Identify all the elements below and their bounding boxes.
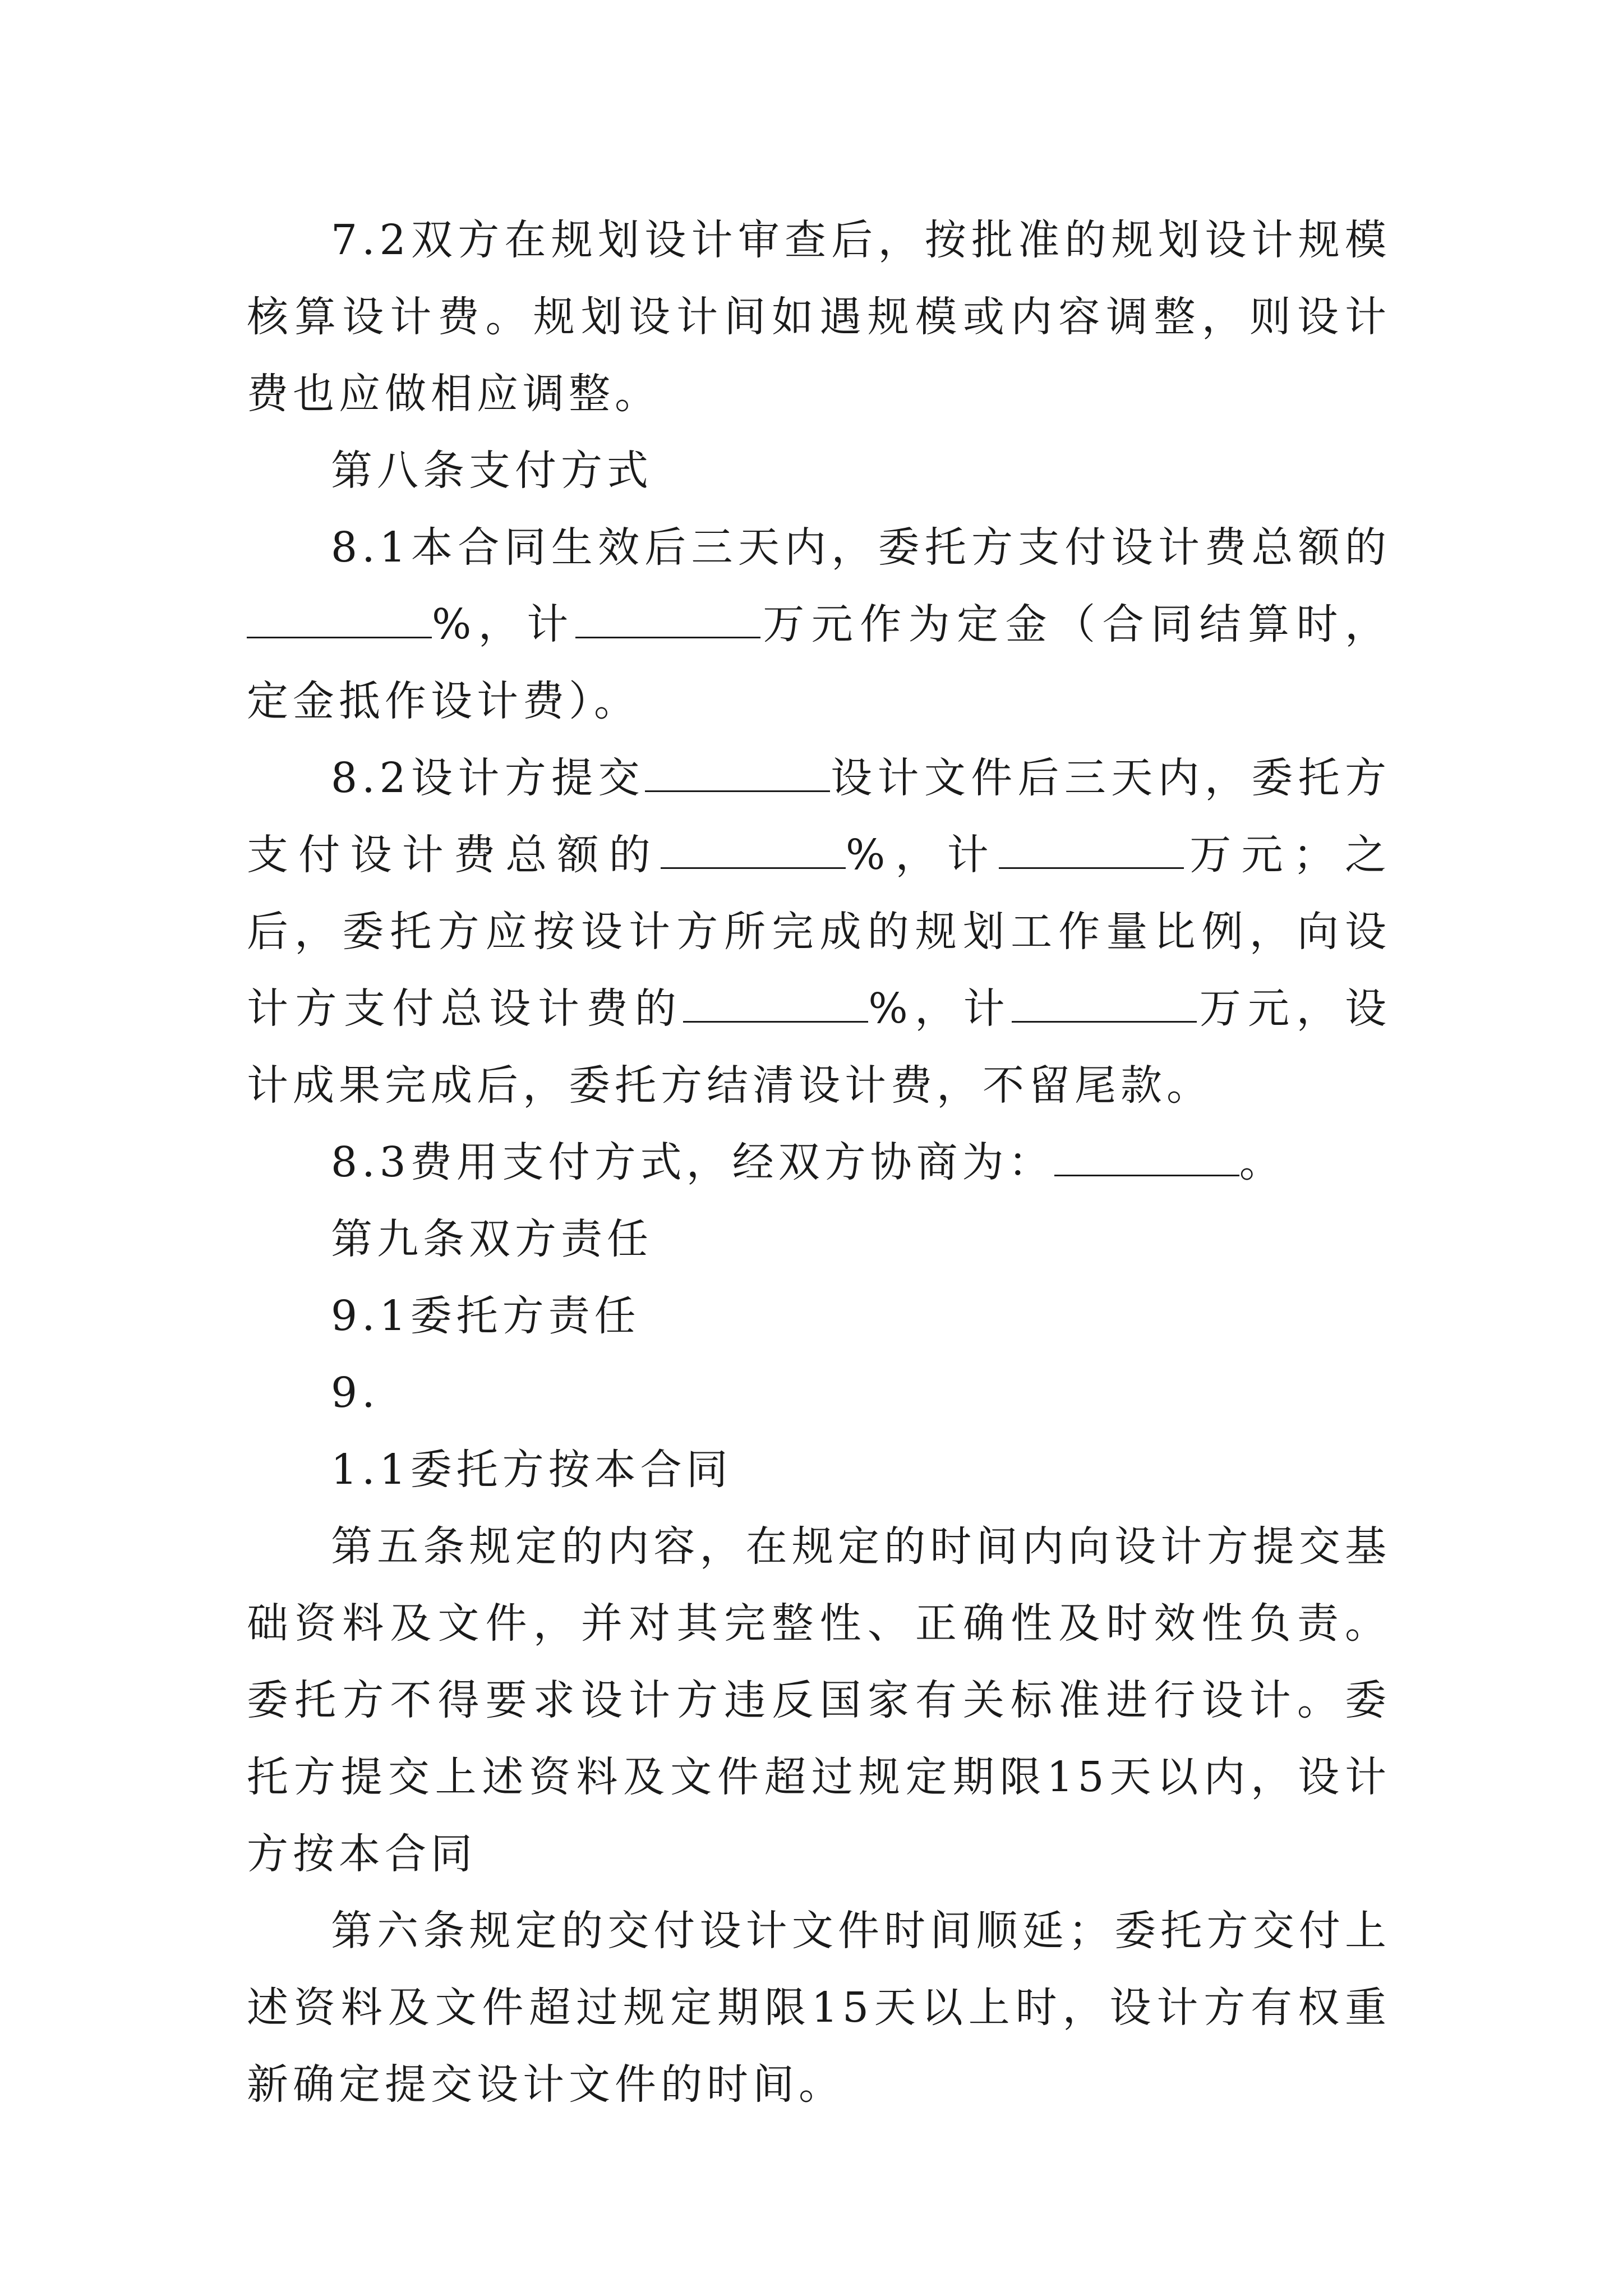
paragraph-text: 9. xyxy=(331,1369,380,1417)
blank-line xyxy=(1012,987,1197,1023)
paragraph-text: %，计 xyxy=(845,831,999,879)
paragraph-1-1 xyxy=(247,1432,1391,1508)
heading-text: 第九条双方责任 xyxy=(331,1215,653,1263)
paragraph-8-2 xyxy=(247,740,1391,1124)
paragraph-text: 第五条规定的内容，在规定的时间内向设计方提交基础资料及文件，并对其完整性、正确性及时效性负责。委托方不得要求设计方违反国家有关标准进行设计。委托方提交上述资料及文件超过规定期限15天以内，设计方按本合同 xyxy=(247,1522,1391,1878)
paragraph-text: 万元作为定金（合同结算时，定金抵作设计费）。 xyxy=(247,600,1391,725)
article-9-heading xyxy=(247,1201,1391,1278)
article-8-heading xyxy=(247,432,1391,509)
blank-line xyxy=(1054,1141,1239,1176)
blank-line xyxy=(645,757,830,792)
heading-text: 第八条支付方式 xyxy=(331,447,653,495)
paragraph-8-1 xyxy=(247,509,1391,740)
paragraph-text: 8.2设计方提交 xyxy=(331,754,645,802)
paragraph-text: %，计 xyxy=(868,984,1012,1033)
paragraph-text: 7.2双方在规划设计审查后，按批准的规划设计规模核算设计费。规划设计间如遇规模或内容调整，则设计费也应做相应调整。 xyxy=(247,216,1391,418)
paragraph-9-1 xyxy=(247,1278,1391,1355)
paragraph-text: 万元，设计成果完成后，委托方结清设计费，不留尾款。 xyxy=(247,984,1391,1110)
paragraph-text: 1.1委托方按本合同 xyxy=(331,1446,732,1494)
blank-line xyxy=(999,834,1184,869)
paragraph-text: 8.3费用支付方式，经双方协商为： xyxy=(331,1138,1054,1186)
paragraph-text: 第六条规定的交付设计文件时间顺延；委托方交付上述资料及文件超过规定期限15天以上时，设计方有权重新确定提交设计文件的时间。 xyxy=(247,1907,1391,2109)
paragraph-7-2 xyxy=(247,202,1391,432)
paragraph-article-6 xyxy=(247,1893,1391,2123)
blank-line xyxy=(575,603,760,638)
paragraph-text: 9.1委托方责任 xyxy=(331,1292,640,1340)
paragraph-text: 设计文件后三天内，委托方支付设计费总额的 xyxy=(247,754,1391,879)
paragraph-text: 。 xyxy=(1239,1138,1285,1186)
blank-line xyxy=(661,834,846,869)
document-body xyxy=(247,202,1391,2123)
paragraph-text: %，计 xyxy=(432,600,575,648)
paragraph-9 xyxy=(247,1355,1391,1432)
blank-line xyxy=(683,987,868,1023)
paragraph-text: 万元；之后，委托方应按设计方所完成的规划工作量比例，向设计方支付总设计费的 xyxy=(247,831,1391,1033)
blank-line xyxy=(247,603,432,638)
paragraph-article-5 xyxy=(247,1508,1391,1893)
paragraph-8-3 xyxy=(247,1124,1391,1201)
paragraph-text: 8.1本合同生效后三天内，委托方支付设计费总额的 xyxy=(331,523,1391,572)
